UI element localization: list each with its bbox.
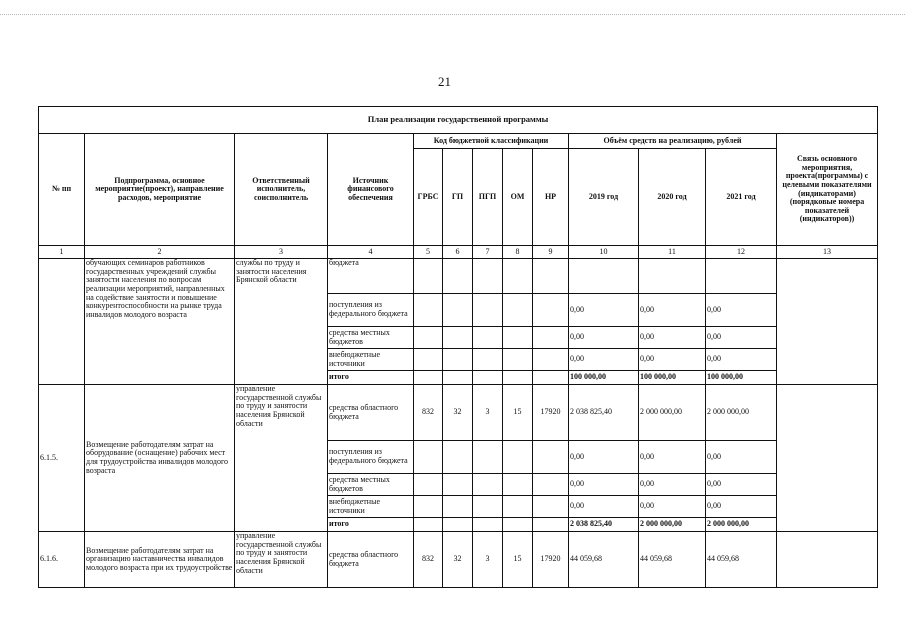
- indicator-link: [777, 532, 878, 588]
- col-number: 13: [777, 246, 878, 259]
- amount-2021: 0,00: [706, 441, 777, 474]
- grbs-cell: [414, 496, 443, 518]
- col-number: 1: [39, 246, 85, 259]
- col-number: 5: [414, 246, 443, 259]
- nr-cell: [533, 349, 569, 371]
- nr-cell: 17920: [533, 532, 569, 588]
- funding-source: внебюджетные источники: [328, 496, 414, 518]
- header-gp: ГП: [443, 149, 473, 246]
- page-number: 21: [438, 74, 451, 89]
- pgp-cell: [473, 441, 503, 474]
- gp-cell: 32: [443, 532, 473, 588]
- header-responsible: Ответственный исполнитель, соисполнитель: [235, 134, 328, 246]
- total-2021: 100 000,00: [706, 371, 777, 385]
- grbs-cell: [414, 518, 443, 532]
- indicator-link: [777, 385, 878, 532]
- total-2020: 100 000,00: [639, 371, 706, 385]
- pgp-cell: [473, 294, 503, 327]
- header-nr: НР: [533, 149, 569, 246]
- om-cell: [503, 259, 533, 294]
- header-pgp: ПГП: [473, 149, 503, 246]
- col-number: 9: [533, 246, 569, 259]
- col-number: 2: [85, 246, 235, 259]
- om-cell: 15: [503, 532, 533, 588]
- pgp-cell: 3: [473, 385, 503, 441]
- nr-cell: [533, 474, 569, 496]
- amount-2021: 0,00: [706, 496, 777, 518]
- amount-2019: [569, 259, 639, 294]
- om-cell: [503, 327, 533, 349]
- grbs-cell: 832: [414, 385, 443, 441]
- funding-source: средства местных бюджетов: [328, 474, 414, 496]
- pgp-cell: [473, 371, 503, 385]
- col-number: 3: [235, 246, 328, 259]
- amount-2020: 2 000 000,00: [639, 385, 706, 441]
- om-cell: [503, 474, 533, 496]
- nr-cell: [533, 496, 569, 518]
- grbs-cell: [414, 371, 443, 385]
- amount-2020: 0,00: [639, 327, 706, 349]
- gp-cell: [443, 327, 473, 349]
- funding-source: средства местных бюджетов: [328, 327, 414, 349]
- funding-source: средства областного бюджета: [328, 532, 414, 588]
- funding-source-total: итого: [328, 371, 414, 385]
- indicator-link: [777, 259, 878, 385]
- header-grbs: ГРБС: [414, 149, 443, 246]
- pgp-cell: [473, 259, 503, 294]
- total-2019: 2 038 825,40: [569, 518, 639, 532]
- amount-2020: 0,00: [639, 496, 706, 518]
- nr-cell: 17920: [533, 385, 569, 441]
- activity-name: Возмещение работодателям затрат на оборудование (оснащение) рабочих мест для трудоустройства инвалидов молодого возраста: [85, 385, 235, 532]
- amount-2020: 0,00: [639, 474, 706, 496]
- header-2019: 2019 год: [569, 149, 639, 246]
- om-cell: [503, 496, 533, 518]
- amount-2019: 0,00: [569, 349, 639, 371]
- amount-2020: 44 059,68: [639, 532, 706, 588]
- header-2020: 2020 год: [639, 149, 706, 246]
- gp-cell: [443, 259, 473, 294]
- header-budget-code: Код бюджетной классификации: [414, 134, 569, 149]
- amount-2019: 0,00: [569, 441, 639, 474]
- col-number: 12: [706, 246, 777, 259]
- funding-source-total: итого: [328, 518, 414, 532]
- amount-2019: 0,00: [569, 294, 639, 327]
- nr-cell: [533, 518, 569, 532]
- table-row: [39, 385, 878, 441]
- nr-cell: [533, 327, 569, 349]
- pgp-cell: [473, 474, 503, 496]
- funding-source: бюджета: [328, 259, 414, 294]
- activity-name: Возмещение работодателям затрат на организацию наставничества инвалидов молодого возраста при их трудоустройстве: [85, 532, 235, 588]
- col-number: 11: [639, 246, 706, 259]
- amount-2021: 2 000 000,00: [706, 385, 777, 441]
- total-2021: 2 000 000,00: [706, 518, 777, 532]
- grbs-cell: 832: [414, 532, 443, 588]
- funding-source: поступления из федерального бюджета: [328, 294, 414, 327]
- amount-2019: 44 059,68: [569, 532, 639, 588]
- gp-cell: [443, 518, 473, 532]
- funding-source: поступления из федерального бюджета: [328, 441, 414, 474]
- activity-name: обучающих семинаров работников государственных учреждений службы занятости населения по вопросам реализации мероприятий, направленных на содействие занятости и повышение конкурентоспособности на рынке труда инвалидов молодого возраста: [85, 259, 235, 385]
- grbs-cell: [414, 294, 443, 327]
- program-plan-table: [38, 106, 878, 588]
- amount-2020: 0,00: [639, 294, 706, 327]
- amount-2020: [639, 259, 706, 294]
- gp-cell: [443, 349, 473, 371]
- grbs-cell: [414, 441, 443, 474]
- amount-2020: 0,00: [639, 349, 706, 371]
- gp-cell: [443, 294, 473, 327]
- amount-2021: [706, 259, 777, 294]
- om-cell: [503, 518, 533, 532]
- header-num: № пп: [39, 134, 85, 246]
- pgp-cell: 3: [473, 532, 503, 588]
- pgp-cell: [473, 496, 503, 518]
- col-number: 7: [473, 246, 503, 259]
- funding-source: средства областного бюджета: [328, 385, 414, 441]
- om-cell: [503, 441, 533, 474]
- gp-cell: [443, 474, 473, 496]
- column-number-row: [39, 246, 878, 259]
- grbs-cell: [414, 259, 443, 294]
- amount-2021: 0,00: [706, 294, 777, 327]
- om-cell: [503, 294, 533, 327]
- grbs-cell: [414, 349, 443, 371]
- gp-cell: 32: [443, 385, 473, 441]
- col-number: 10: [569, 246, 639, 259]
- amount-2021: 0,00: [706, 474, 777, 496]
- header-indicator-link: Связь основного мероприятия, проекта(программы) с целевыми показателями (индикаторами) (порядковые номера показателей (индикаторов)): [777, 134, 878, 246]
- total-2019: 100 000,00: [569, 371, 639, 385]
- total-2020: 2 000 000,00: [639, 518, 706, 532]
- pgp-cell: [473, 327, 503, 349]
- col-number: 6: [443, 246, 473, 259]
- row-number: 6.1.5.: [39, 385, 85, 532]
- pgp-cell: [473, 349, 503, 371]
- amount-2020: 0,00: [639, 441, 706, 474]
- nr-cell: [533, 371, 569, 385]
- nr-cell: [533, 441, 569, 474]
- om-cell: [503, 349, 533, 371]
- nr-cell: [533, 259, 569, 294]
- table-row: [39, 532, 878, 588]
- grbs-cell: [414, 327, 443, 349]
- header-source: Источник финансового обеспечения: [328, 134, 414, 246]
- scan-artifact-line: [0, 14, 905, 15]
- header-om: ОМ: [503, 149, 533, 246]
- row-number: [39, 259, 85, 385]
- funding-source: внебюджетные источники: [328, 349, 414, 371]
- amount-2021: 0,00: [706, 327, 777, 349]
- responsible-executor: службы по труду и занятости населения Брянской области: [235, 259, 328, 385]
- amount-2019: 0,00: [569, 327, 639, 349]
- pgp-cell: [473, 518, 503, 532]
- header-volume: Объём средств на реализацию, рублей: [569, 134, 777, 149]
- om-cell: 15: [503, 385, 533, 441]
- table-title: План реализации государственной программы: [39, 107, 878, 134]
- gp-cell: [443, 371, 473, 385]
- col-number: 4: [328, 246, 414, 259]
- amount-2019: 0,00: [569, 496, 639, 518]
- responsible-executor: управление государственной службы по труду и занятости населения Брянской области: [235, 532, 328, 588]
- header-subprogram: Подпрограмма, основное мероприятие(проект), направление расходов, мероприятие: [85, 134, 235, 246]
- nr-cell: [533, 294, 569, 327]
- col-number: 8: [503, 246, 533, 259]
- gp-cell: [443, 496, 473, 518]
- gp-cell: [443, 441, 473, 474]
- om-cell: [503, 371, 533, 385]
- amount-2019: 2 038 825,40: [569, 385, 639, 441]
- header-2021: 2021 год: [706, 149, 777, 246]
- table-row: [39, 259, 878, 294]
- row-number: 6.1.6.: [39, 532, 85, 588]
- amount-2019: 0,00: [569, 474, 639, 496]
- amount-2021: 0,00: [706, 349, 777, 371]
- amount-2021: 44 059,68: [706, 532, 777, 588]
- grbs-cell: [414, 474, 443, 496]
- responsible-executor: управление государственной службы по труду и занятости населения Брянской области: [235, 385, 328, 532]
